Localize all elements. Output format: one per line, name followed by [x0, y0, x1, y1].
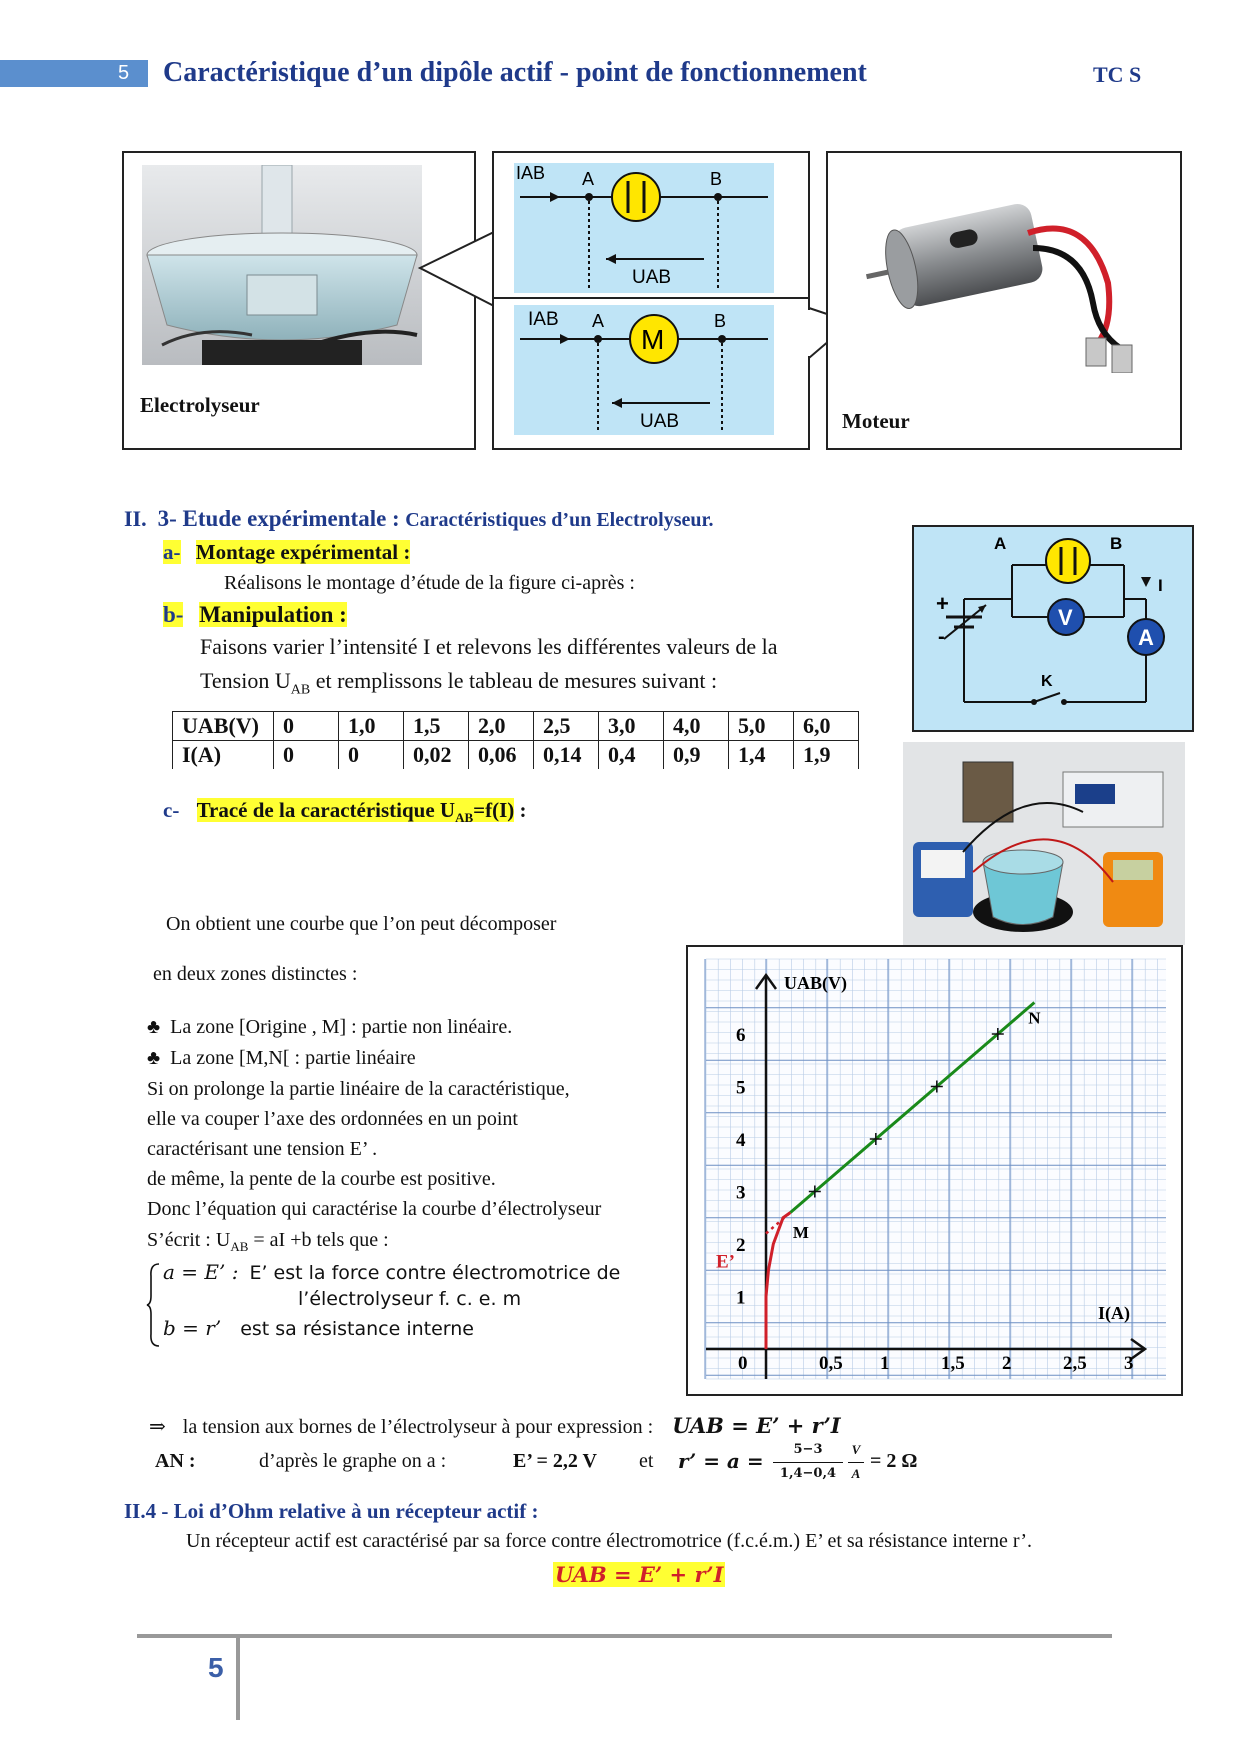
footer-page-number: 5 [208, 1652, 224, 1683]
y-axis-title: UAB(V) [784, 973, 847, 993]
expl-z1: ♣ La zone [Origine , M] : partie non linéaire. [147, 1016, 513, 1038]
class-label: TC S [1093, 62, 1142, 87]
y-tick-label: 1 [736, 1287, 746, 1309]
x-tick-label: 1 [880, 1353, 890, 1374]
circuits-frame [492, 151, 810, 450]
montage-ammeter: A [1138, 625, 1154, 650]
motor-circuit [514, 305, 774, 435]
b-text2: Tension $U_{AB}$ et remplissons le tableau de mesures suivant : [200, 668, 718, 698]
unit-den: A [851, 1466, 861, 1481]
expl-l2: en deux zones distinctes : [153, 963, 358, 985]
montage-plus: + [936, 591, 949, 616]
section-heading [124, 506, 714, 532]
moteur-photo [858, 173, 1158, 373]
y-tick-label: 2 [736, 1235, 746, 1256]
montage-switch: K [1041, 673, 1053, 690]
a-title: Montage expérimental : [195, 540, 411, 564]
x-tick-label: 0,5 [819, 1353, 843, 1374]
b-letter: b- [163, 602, 184, 627]
lab-setup-photo [903, 742, 1185, 945]
c2-voltage-label: UAB [640, 411, 680, 432]
c1-current-label: IAB [516, 163, 546, 183]
section-number: II. [124, 506, 147, 531]
conclusion-formula: UAB = E’ + r’I [672, 1413, 841, 1438]
characteristic-chart [688, 947, 1181, 1394]
def-b-desc: est sa résistance interne [240, 1318, 475, 1340]
measurement-table [172, 711, 859, 769]
y-tick-label: 4 [736, 1130, 746, 1151]
b-text1: Faisons varier l’intensité I et relevons les différentes valeurs de la [200, 634, 778, 659]
x-tick-label: 2,5 [1063, 1353, 1087, 1374]
y-tick-label: 5 [736, 1077, 746, 1099]
conclusion-line [149, 1413, 841, 1439]
section4-formula: UAB = E’ + r’I [555, 1562, 724, 1587]
point-n-label: N [1028, 1008, 1041, 1028]
def-b-eq: b = r’ [163, 1316, 222, 1340]
e-prime-label: E’ [716, 1251, 735, 1273]
r-result: = 2 Ω [870, 1450, 918, 1472]
section-title: 3- Etude expérimentale : [157, 506, 400, 531]
montage-voltmeter: V [1058, 605, 1073, 630]
frac-den: 1,4−0,4 [779, 1466, 837, 1481]
c-letter: c- [163, 798, 180, 822]
montage-schematic [912, 525, 1194, 732]
expl-p6: S’écrit : $U_{AB}$ = aI +b tels que : [147, 1229, 389, 1254]
et-word: et [639, 1450, 654, 1472]
r-formula: r’ = a = [678, 1449, 764, 1473]
x-tick-label: 1,5 [941, 1353, 965, 1374]
table-row-uab: UAB(V) 0 1,0 1,5 2,0 2,5 3,0 4,0 5,0 6,0 [173, 712, 859, 741]
c-title: Tracé de la caractéristique $U_{AB}=f(I)$ [196, 798, 515, 826]
electrolyser-circuit [514, 163, 774, 293]
moteur-label: Moteur [842, 409, 910, 433]
subsection-a [163, 540, 410, 565]
y-tick-label: 3 [736, 1182, 746, 1204]
expl-p2: elle va couper l’axe des ordonnées en un point [147, 1108, 518, 1130]
electrolyseur-label: Electrolyseur [140, 393, 260, 417]
montage-a: A [994, 534, 1007, 553]
subsection-c: c- Tracé de la caractéristique $U_{AB}=f(I)$ : [163, 798, 527, 826]
brace-icon [146, 1262, 162, 1348]
x-tick-label: 3 [1124, 1353, 1134, 1374]
point-m-label: M [792, 1223, 809, 1242]
c2-a-label: A [592, 311, 605, 331]
section4-text: Un récepteur actif est caractérisé par sa force contre électromotrice (f.c.é.m.) E’ et sa résistance interne r’. [186, 1530, 1032, 1552]
c1-voltage-label: UAB [632, 267, 672, 288]
subsection-b [163, 602, 347, 628]
characteristic-chart-frame [686, 945, 1183, 1396]
section-subtitle: Caractéristiques d’un Electrolyseur. [405, 509, 714, 531]
def-a-desc2: l’électrolyseur f. c. e. m [298, 1288, 522, 1310]
club-icon: ♣ [147, 1016, 161, 1038]
frac-num: 5−3 [793, 1442, 823, 1457]
an-label: AN : [155, 1450, 196, 1472]
montage-i: I [1158, 576, 1163, 595]
expl-l1: On obtient une courbe que l’on peut décomposer [166, 913, 557, 935]
electrolyseur-photo [142, 165, 422, 365]
footer-divider [236, 1636, 240, 1720]
unit-num: V [851, 1442, 861, 1457]
expl-p4: de même, la pente de la courbe est positive. [147, 1168, 496, 1190]
montage-b: B [1110, 534, 1123, 553]
moteur-frame [826, 151, 1182, 450]
section4-title: II.4 - Loi d’Ohm relative à un récepteur actif : [124, 1499, 539, 1523]
footer-line [137, 1634, 1112, 1638]
origin-label: 0 [738, 1353, 748, 1374]
an-text: d’après le graphe on a : [259, 1450, 447, 1472]
def-b [163, 1316, 474, 1341]
page-title: Caractéristique d’un dipôle actif - point de fonctionnement [163, 57, 867, 88]
conclusion-text: la tension aux bornes de l’électrolyseur à pour expression : [182, 1416, 654, 1438]
e-value: E’ = 2,2 V [513, 1450, 597, 1472]
y-tick-label: 6 [736, 1025, 746, 1046]
montage-minus: - [938, 626, 945, 648]
header-page-number: 5 [118, 62, 130, 84]
c1-b-label: B [710, 169, 723, 189]
expl-z2: ♣ La zone [M,N[ : partie linéaire [147, 1047, 416, 1069]
x-axis-title: I(A) [1098, 1303, 1130, 1323]
b-title: Manipulation : [199, 602, 347, 627]
expl-p5: Donc l’équation qui caractérise la courbe d’électrolyseur [147, 1198, 602, 1220]
c2-current-label: IAB [528, 309, 559, 330]
table-row-i: I(A) 0 0 0,02 0,06 0,14 0,4 0,9 1,4 1,9 [173, 741, 859, 770]
c2-motor-label: M [641, 324, 665, 355]
expl-p1: Si on prolonge la partie linéaire de la caractéristique, [147, 1078, 570, 1100]
def-a-eq: a = E’ : [163, 1260, 239, 1284]
c1-a-label: A [582, 169, 595, 189]
a-letter: a- [163, 540, 181, 564]
def-a [163, 1260, 620, 1285]
def-a-desc: E’ est la force contre électromotrice de [249, 1262, 621, 1284]
implies-icon: ⇒ [149, 1416, 166, 1438]
expl-p3: caractérisant une tension E’ . [147, 1138, 378, 1160]
c2-b-label: B [714, 311, 727, 331]
x-tick-label: 2 [1002, 1353, 1012, 1374]
a-text: Réalisons le montage d’étude de la figure ci-après : [224, 572, 635, 594]
club-icon: ♣ [147, 1047, 161, 1069]
